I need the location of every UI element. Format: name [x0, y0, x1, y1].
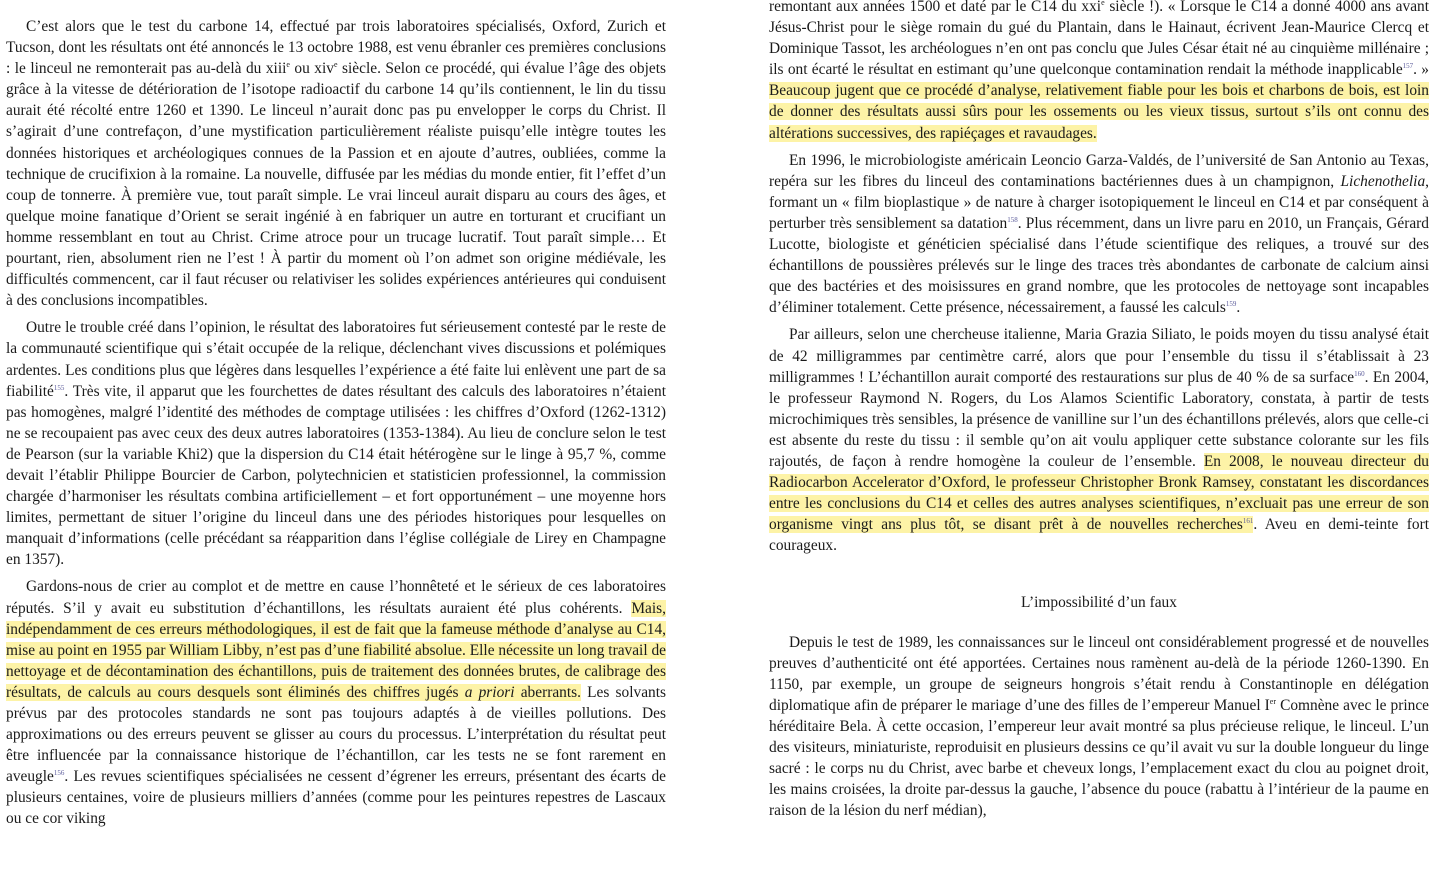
highlight-reliability: Beaucoup jugent que ce procédé d’analyse, relativement fiable pour les bois et charbons de bois, est loin de donner des résultats aussi sûrs pour les ossements ou les vieux tissus, surtout s’ils ont connu des altérations successives, des rapiéçages et ravaudages.	[769, 82, 1429, 142]
paragraph-since-1989: Depuis le test de 1989, les connaissances sur le linceul ont considérablement progressé et de nouvelles preuves d’authenticité ont été apportées. Certaines nous ramènent au-delà de la période 1260-1390. En 1150, par exemple, un groupe de seigneurs hongrois s’était rendu à Constantinople en délégation diplomatique afin de préparer le mariage d’une des filles de l’empereur Manuel Ier Comnène avec le prince héréditaire Bela. À cette occasion, l’empereur leur avait montré sa plus précieuse relique, le linceul. L’un des visiteurs, miniaturiste, reproduisit en plusieurs dessins ce qu’il avait vu sur la double longueur du linge sacré : le corps nu du Christ, avec barbe et cheveux longs, l’emplacement exact du clou au poignet droit, les mains croisées, la droite par-dessus la gauche, l’absence du pouce (rabattu à l’intérieur de la paume en raison de la lésion du nerf médian),	[769, 633, 1429, 820]
section-title: L’impossibilité d’un faux	[1021, 594, 1177, 612]
paragraph-viking-horn: remontant aux années 1500 et daté par le C14 du xxi$^e$ siècle !). « Lorsque le C14 a donné 4000 ans avant Jésus-Christ pour le siège romain du gué du Plantain, dans le Hainaut, écrivent Jean-Maurice Clercq et Dominique Tassot, les archéologues n’en ont pas conclu que Jules César était né au cinquième millénaire ; ils ont écarté le résultat en estimant qu’une quelconque contamination rendait la méthode inapplicable$^{157}$. » Beaucoup jugent que ce procédé d’analyse, relativement fiable pour les bois et charbons de bois, est loin de donner des résultats aussi sûrs pour les ossements ou les vieux tissus, surtout s’ils ont connu des altérations successives, des rapiéçages et ravaudages.	[769, 0, 1430, 142]
footnote-ref-160[interactable]: 160	[1354, 369, 1365, 378]
paragraph-methodology: Gardons-nous de crier au complot et de mettre en cause l’honnêteté et le sérieux de ces laboratoires réputés. S’il y avait eu substitution d’échantillons, les résultats auraient été plus cohérents. Mais, indépendamment de ces erreurs méthodologiques, il est de fait que la fameuse méthode d’analyse au C14, mise au point en 1955 par William Libby, n’est pas d’une fiabilité absolue. Elle nécessite un long travail de nettoyage et de décontamination des échantillons, puis de traitement des données brutes, de calibrage des résultats, de calculs au cours desquels sont éliminés des chiffres jugés a priori aberrants. Les solvants prévus par des protocoles standards ne sont pas toujours adaptés à de vieilles pollutions. Des approximations ou des erreurs peuvent se glisser au cours du processus. L’interprétation du résultat peut être influencée par la connaissance historique de l’échantillon, car les tests ne se font rarement en aveugle$^{156}$. Les revues scientifiques spécialisées ne cessent d’égrener les erreurs, présentant des écarts de plusieurs centaines, voire de plusieurs milliers d’années (comme pour les peintures repestres de Lascaux ou ce cor viking	[6, 578, 666, 828]
paragraph-garza-valdes: En 1996, le microbiologiste américain Leoncio Garza-Valdés, de l’université de San Antonio au Texas, repéra sur les fibres du linceul des contaminations bactériennes dues à un champignon, Lichenothelia, formant un « film bioplastique » de nature à charger isotopiquement le linceul en C14 et par conséquent à perturber très sensiblement sa datation$^{158}$. Plus récemment, dans un livre paru en 2010, un Français, Gérard Lucotte, biologiste et généticien spécialisé dans l’étude scientifique des reliques, a trouvé sur des échantillons de poussières prélevés sur le linge des traces très abondantes de carbonate de calcium ainsi que des bactéries et des moisissures en grand nombre, que les protocoles de nettoyage sont incapables d’éliminer totalement. Cette présence, nécessairement, a faussé les calculs$^{159}$.	[769, 151, 1429, 317]
footnote-ref-159[interactable]: 159	[1225, 300, 1237, 309]
footnote-ref-157[interactable]: 157	[1402, 62, 1414, 71]
highlight-libby-method: Mais, indépendamment de ces erreurs méthodologiques, il est de fait que la fameuse méthode d’analyse au C14, mise au point en 1955 par William Libby, n’est pas d’une fiabilité absolue. Elle nécessite un long travail de nettoyage et de décontamination des échantillons, puis de traitement des données brutes, de calibrage des résultats, de calculs au cours desquels sont éliminés des chiffres jugés a priori aberrants.	[6, 599, 666, 701]
left-column	[6, 16, 666, 836]
footnote-ref-161[interactable]: 161	[1242, 517, 1254, 526]
paragraph-carbon14-test: C’est alors que le test du carbone 14, effectué par trois laboratoires spécialisés, Oxford, Zurich et Tucson, dont les résultats ont été annoncés le 13 octobre 1988, est venu ébranler ces premières conclusions : le linceul ne remonterait pas au-delà du xiii$^e$ ou xiv$^e$ siècle. Selon ce procédé, qui évalue l’âge des objets grâce à la vitesse de détérioration de l’isotope radioactif du carbone 14 qu’ils contiennent, le lin du tissu aurait été récolté entre 1260 et 1390. Le linceul n’aurait donc pas pu envelopper le corps du Christ. Il s’agirait d’une contrefaçon, d’une mystification particulièrement réaliste puisqu’elle intègre toutes les données historiques et archéologiques connues de la Passion et en ajoute d’autres, oubliées, comme la technique de crucifixion à la romaine. La nouvelle, diffusée par les médias du monde entier, fit l’effet d’un coup de tonnerre. À première vue, tout paraît simple. Le vrai linceul aurait disparu au cours des âges, et quelque moine fanatique d’Orient se serait ingénié à en fabriquer un autre en torturant et crucifiant un homme ressemblant en tout au Christ. Crime atroce pour un trucage lucratif. Tout paraît simple… Et pourtant, rien, absolument rien ne l’est ! À partir du moment où l’on admet son origine médiévale, les difficultés commencent, car il faut récuser ou relativiser les solides expériences antérieures qui conduisent à des conclusions incompatibles.	[6, 18, 666, 310]
right-column	[769, 0, 1429, 827]
paragraph-contestation: Outre le trouble créé dans l’opinion, le résultat des laboratoires fut sérieusement contesté par le reste de la communauté scientifique qui s’était occupée de la relique, déclenchant vives discussions et polémiques ardentes. Les conditions plus que légères dans lesquelles l’expérience a été faite lui enlèvent une part de sa fiabilité$^{155}$. Très vite, il apparut que les fourchettes de dates résultant des calculs des laboratoires n’étaient pas homogènes, malgré l’identité des méthodes de comptage utilisées : les chiffres d’Oxford (1262-1312) ne se recoupaient pas avec ceux des deux autres laboratoires (1353-1384). Au lieu de conclure selon le test de Pearson (sur la variable Khi2) que la dispersion du C14 était hétérogène sur le linge à 95,7 %, comme devait l’établir Philippe Bourcier de Carbon, polytechnicien et statisticien professionnel, la commission chargée d’harmoniser les résultats combina artificiellement – et fort opportunément – une moyenne hors limites, permettant de situer l’origine du linceul dans une des périodes historiques pour lesquelles on manquait d’informations (celle précédant sa réapparition dans l’église collégiale de Lirey en Champagne en 1357).	[6, 319, 666, 569]
footnote-ref-156[interactable]: 156	[53, 769, 65, 778]
footnote-ref-158[interactable]: 158	[1007, 215, 1018, 224]
highlight-ramsey: En 2008, le nouveau directeur du Radiocarbon Accelerator d’Oxford, le professeur Christopher Bronk Ramsey, constatant les discordances entre les conclusions du C14 et celles des autres analyses scientifiques, n’excluait pas une erreur de son organisme vingt ans plus tôt, se disant prêt à de nouvelles recherches$^{161}$	[769, 452, 1429, 534]
paragraph-siliato-rogers: Par ailleurs, selon une chercheuse italienne, Maria Grazia Siliato, le poids moyen du tissu analysé était de 42 milligrammes par centimètre carré, alors que pour l’ensemble du tissu il s’établissait à 23 milligrammes ! L’échantillon aurait comporté des restaurations sur plus de 40 % de sa surface$^{160}$. En 2004, le professeur Raymond N. Rogers, du Los Alamos Scientific Laboratory, constata, à partir de tests microchimiques très sensibles, la présence de vanilline sur l’un des échantillons prélevés, alors que celle-ci est absente du reste du tissu : il semble qu’on ait voulu appliquer cette substance colorante sur les fils rajoutés, de façon à rendre homogène la couleur de l’ensemble. En 2008, le nouveau directeur du Radiocarbon Accelerator d’Oxford, le professeur Christopher Bronk Ramsey, constatant les discordances entre les conclusions du C14 et celles des autres analyses scientifiques, n’excluait pas une erreur de son organisme vingt ans plus tôt, se disant prêt à de nouvelles recherches$^{161}$. Aveu en demi-teinte fort courageux.	[769, 326, 1429, 555]
footnote-ref-155[interactable]: 155	[53, 383, 65, 392]
